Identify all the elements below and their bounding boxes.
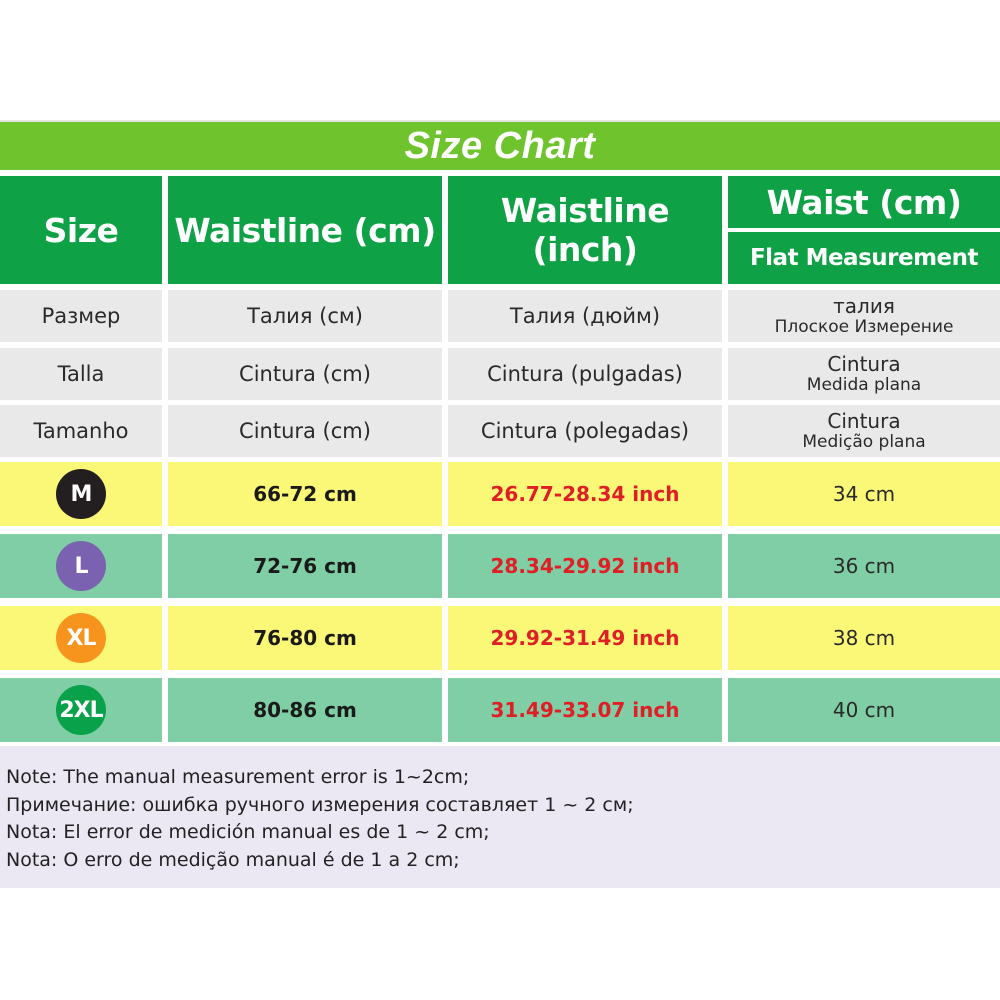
translation-text-flat-line2: Medição plana [802, 432, 926, 452]
flat-waist-value: 38 cm [832, 626, 896, 650]
translation-text-flat-line2: Плоское Измерение [774, 317, 954, 337]
note-spanish: Nota: El error de medición manual es de 1 ~ 2 cm; [6, 821, 490, 843]
flat-waist-cell-2xl [728, 678, 1000, 742]
size-cell-m [0, 462, 162, 526]
translation-cell-size [0, 290, 162, 342]
size-cell-2xl [0, 678, 162, 742]
translation-cell-inch [448, 290, 722, 342]
waistline-cm-cell-l [168, 534, 442, 598]
translation-text-inch: Талия (дюйм) [509, 304, 661, 328]
waistline-cm-cell-xl [168, 606, 442, 670]
size-cell-xl [0, 606, 162, 670]
note-russian: Примечание: ошибка ручного измерения составляет 1 ~ 2 см; [6, 793, 634, 816]
translation-text-flat-line1: талия [833, 294, 895, 318]
size-cell-l [0, 534, 162, 598]
size-badge-xl: XL [56, 613, 106, 663]
header-waist-cm [728, 176, 1000, 228]
page-title: Size Chart [404, 124, 596, 167]
translation-cell-flat [728, 290, 1000, 342]
header-flat-measurement-label: Flat Measurement [749, 245, 979, 271]
translation-cell-inch [448, 405, 722, 457]
translation-cell-cm [168, 348, 442, 400]
waistline-cm-value: 72-76 cm [253, 554, 357, 578]
notes-section [0, 746, 1000, 888]
waistline-inch-cell-2xl [448, 678, 722, 742]
translation-text-size: Размер [41, 304, 121, 328]
header-flat-measurement [728, 232, 1000, 284]
header-size-label: Size [43, 210, 119, 250]
waistline-cm-value: 76-80 cm [253, 626, 357, 650]
translation-cell-flat [728, 405, 1000, 457]
translation-cell-size [0, 348, 162, 400]
translation-text-size: Talla [57, 362, 105, 386]
waistline-inch-value: 26.77-28.34 inch [490, 482, 680, 506]
size-badge-m: M [56, 469, 106, 519]
header-waist-cm-label: Waist (cm) [766, 182, 962, 222]
translation-cell-inch [448, 348, 722, 400]
note-portuguese: Nota: O erro de medição manual é de 1 a 2 cm; [6, 848, 460, 871]
waistline-inch-cell-m [448, 462, 722, 526]
translation-cell-flat [728, 348, 1000, 400]
flat-waist-cell-m [728, 462, 1000, 526]
waistline-cm-value: 66-72 cm [253, 482, 357, 506]
translation-cell-cm [168, 290, 442, 342]
translation-text-cm: Cintura (cm) [239, 419, 371, 443]
waistline-cm-cell-m [168, 462, 442, 526]
translation-text-cm: Талия (см) [247, 304, 363, 328]
size-badge-2xl: 2XL [56, 685, 106, 735]
flat-waist-cell-xl [728, 606, 1000, 670]
translation-text-flat-line1: Cintura [827, 352, 901, 376]
header-size [0, 176, 162, 284]
header-waistline-inch-label: Waistline (inch) [500, 191, 670, 269]
flat-waist-cell-l [728, 534, 1000, 598]
translation-text-flat-line1: Cintura [827, 409, 901, 433]
translation-cell-cm [168, 405, 442, 457]
waistline-inch-value: 28.34-29.92 inch [490, 554, 680, 578]
translation-text-inch: Cintura (pulgadas) [487, 362, 683, 386]
translation-cell-size [0, 405, 162, 457]
size-badge-l: L [56, 541, 106, 591]
flat-waist-value: 40 cm [832, 698, 896, 722]
translation-text-cm: Cintura (cm) [239, 362, 371, 386]
waistline-inch-cell-l [448, 534, 722, 598]
note-english: Note: The manual measurement error is 1~2cm; [6, 766, 470, 788]
waistline-inch-value: 31.49-33.07 inch [490, 698, 680, 722]
waistline-cm-cell-2xl [168, 678, 442, 742]
translation-text-size: Tamanho [33, 419, 129, 443]
waistline-inch-cell-xl [448, 606, 722, 670]
size-chart-title-bar [0, 120, 1000, 170]
header-waistline-cm-label: Waistline (cm) [174, 210, 436, 250]
waistline-cm-value: 80-86 cm [253, 698, 357, 722]
waistline-inch-value: 29.92-31.49 inch [490, 626, 680, 650]
translation-text-flat-line2: Medida plana [806, 375, 922, 395]
header-waistline-cm [168, 176, 442, 284]
flat-waist-value: 34 cm [832, 482, 896, 506]
flat-waist-value: 36 cm [832, 554, 896, 578]
header-waistline-inch [448, 176, 722, 284]
translation-text-inch: Cintura (polegadas) [480, 419, 690, 443]
